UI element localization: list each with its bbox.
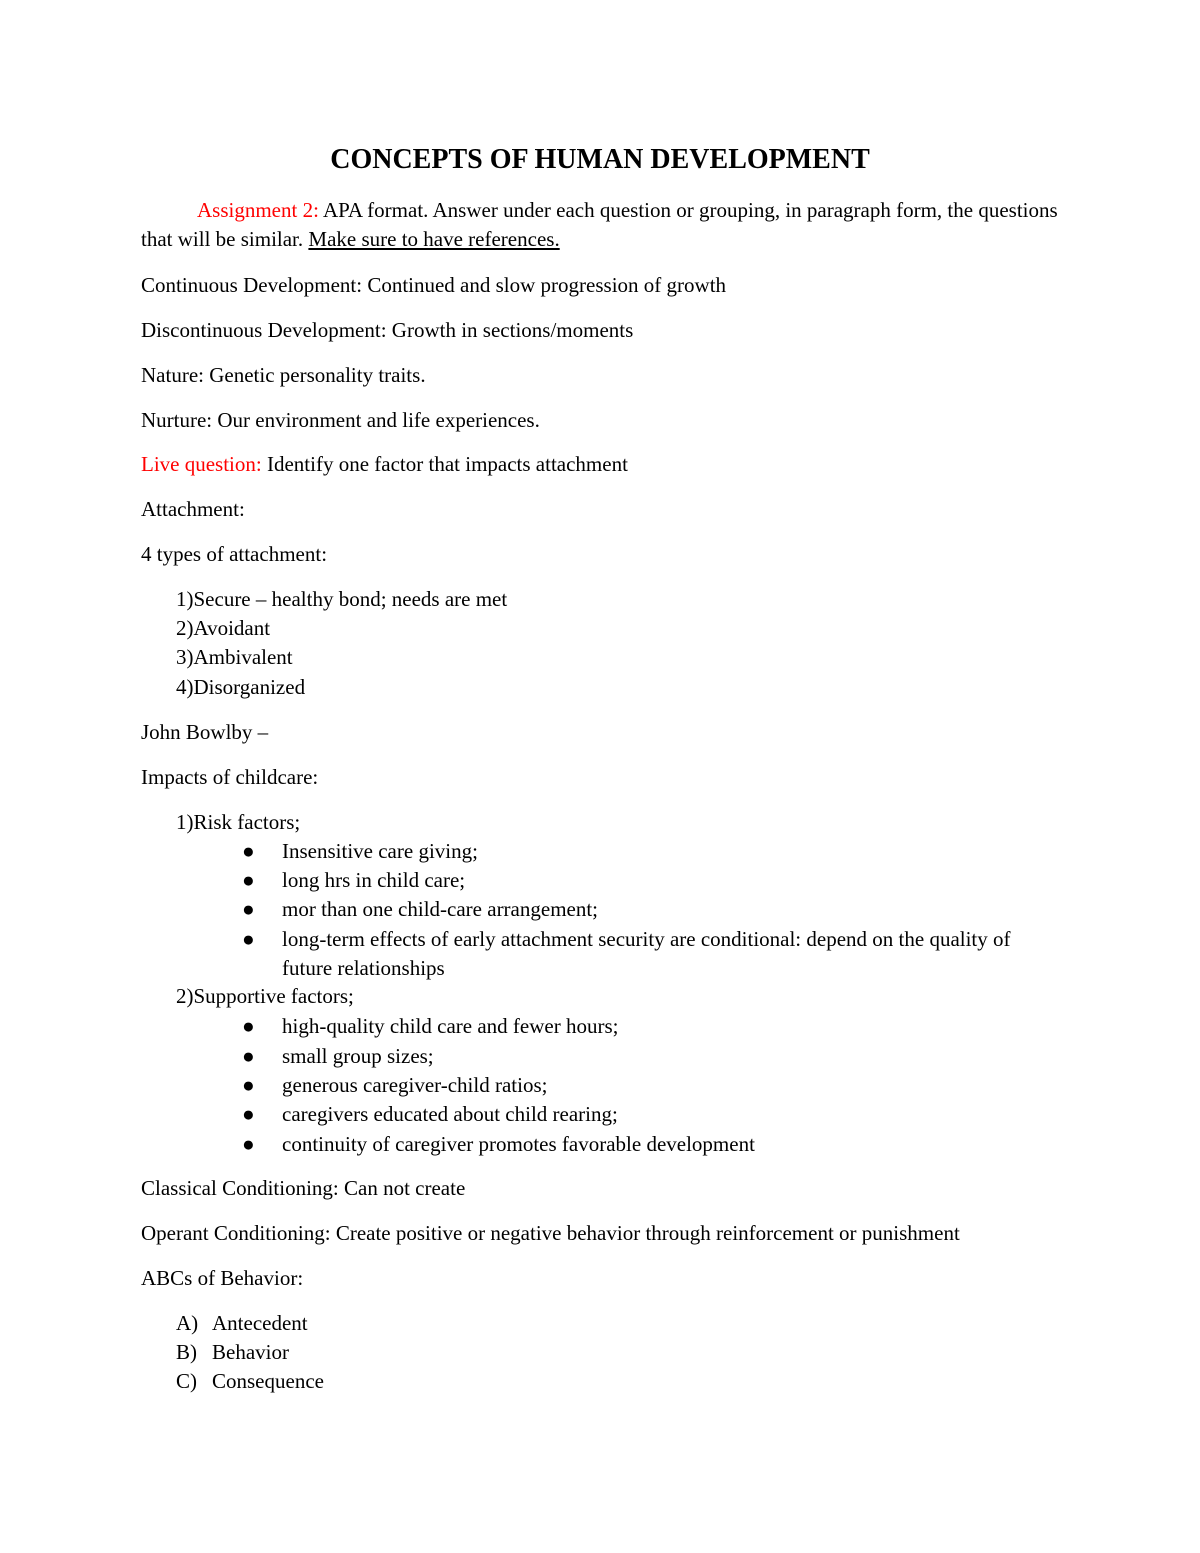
bullet-icon: ● xyxy=(242,927,255,951)
bullet-icon: ● xyxy=(242,897,255,921)
bullet-icon: ● xyxy=(242,1102,255,1126)
attachment-type-item: 1)Secure – healthy bond; needs are met xyxy=(176,587,508,611)
risk-factor-text: mor than one child-care arrangement; xyxy=(282,897,599,921)
bullet-icon: ● xyxy=(242,1073,255,1097)
assignment-intro xyxy=(141,196,1061,254)
discontinuous-development: Discontinuous Development: Growth in sections/moments xyxy=(141,318,634,342)
nurture-definition: Nurture: Our environment and life experiences. xyxy=(141,408,540,432)
list-item xyxy=(176,1310,308,1336)
risk-factor-text: long-term effects of early attachment security are conditional: depend on the quality of future relationships xyxy=(282,927,1011,980)
bullet-icon: ● xyxy=(242,1132,255,1156)
live-question xyxy=(141,451,628,477)
supportive-factor-text: continuity of caregiver promotes favorable development xyxy=(282,1132,755,1156)
live-question-label: Live question: xyxy=(141,452,262,476)
list-item xyxy=(176,1339,289,1365)
abc-letter: A) xyxy=(176,1311,199,1335)
references-note: Make sure to have references. xyxy=(308,227,560,251)
live-question-text: Identify one factor that impacts attachment xyxy=(261,452,628,476)
operant-conditioning: Operant Conditioning: Create positive or negative behavior through reinforcement or punishment xyxy=(141,1221,960,1245)
risk-factor-text: long hrs in child care; xyxy=(282,868,466,892)
risk-factors-heading: 1)Risk factors; xyxy=(176,810,301,834)
assignment-text: APA format. Answer under each question or grouping, in paragraph form, the questions that will be similar. xyxy=(141,198,1058,251)
childcare-heading: Impacts of childcare: xyxy=(141,765,319,789)
attachment-heading: Attachment: xyxy=(141,497,245,521)
assignment-label: Assignment 2: xyxy=(197,198,319,222)
supportive-factor-text: caregivers educated about child rearing; xyxy=(282,1102,618,1126)
john-bowlby: John Bowlby – xyxy=(141,720,269,744)
supportive-factor-text: high-quality child care and fewer hours; xyxy=(282,1014,619,1038)
supportive-factors-heading: 2)Supportive factors; xyxy=(176,984,354,1008)
bullet-icon: ● xyxy=(242,868,255,892)
abc-text: Consequence xyxy=(212,1369,324,1393)
bullet-icon: ● xyxy=(242,1044,255,1068)
abcs-heading: ABCs of Behavior: xyxy=(141,1266,304,1290)
abc-letter: B) xyxy=(176,1340,197,1364)
nature-definition: Nature: Genetic personality traits. xyxy=(141,363,426,387)
abc-text: Behavior xyxy=(212,1340,289,1364)
page-title: CONCEPTS OF HUMAN DEVELOPMENT xyxy=(330,144,870,175)
attachment-type-item: 4)Disorganized xyxy=(176,675,306,699)
abc-letter: C) xyxy=(176,1369,197,1393)
attachment-type-item: 3)Ambivalent xyxy=(176,645,293,669)
supportive-factor-text: small group sizes; xyxy=(282,1044,434,1068)
continuous-development: Continuous Development: Continued and slow progression of growth xyxy=(141,273,727,297)
abc-text: Antecedent xyxy=(212,1311,308,1335)
classical-conditioning: Classical Conditioning: Can not create xyxy=(141,1176,466,1200)
bullet-icon: ● xyxy=(242,1014,255,1038)
bullet-icon: ● xyxy=(242,839,255,863)
attachment-type-item: 2)Avoidant xyxy=(176,616,271,640)
list-item xyxy=(176,1368,324,1394)
risk-factor-text: Insensitive care giving; xyxy=(282,839,478,863)
attachment-types-heading: 4 types of attachment: xyxy=(141,542,328,566)
supportive-factor-text: generous caregiver-child ratios; xyxy=(282,1073,548,1097)
